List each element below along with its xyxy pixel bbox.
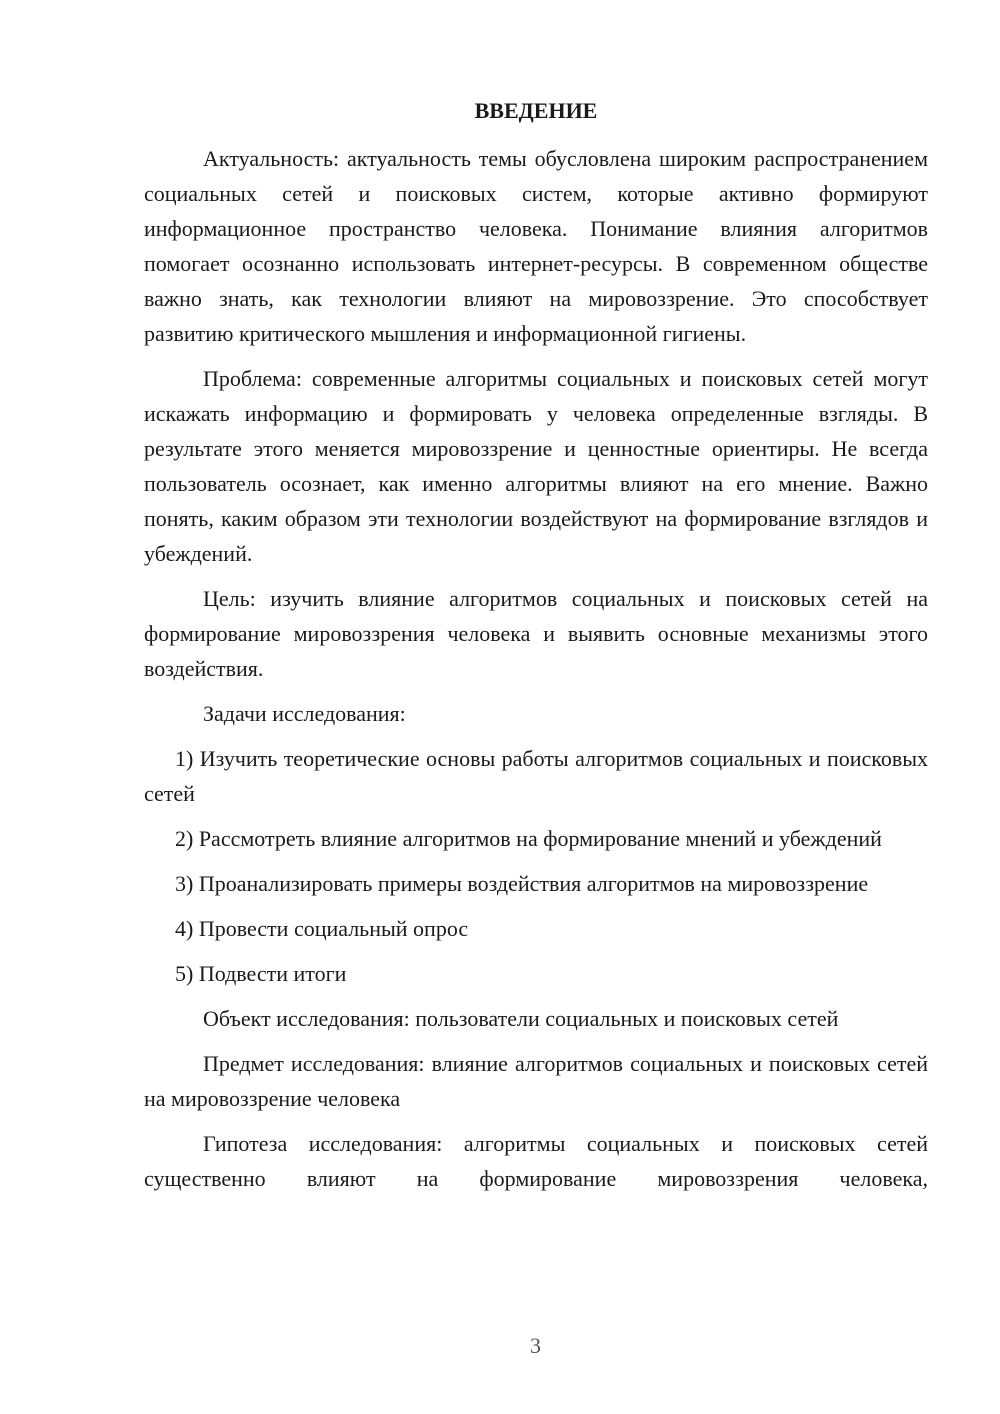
tasks-heading: Задачи исследования: bbox=[203, 701, 406, 726]
object-paragraph: Объект исследования: пользователи социальных и поисковых сетей bbox=[203, 1006, 839, 1031]
task-item-5: 5) Подвести итоги bbox=[175, 961, 347, 986]
task-item-3: 3) Проанализировать примеры воздействия алгоритмов на мировоззрение bbox=[175, 871, 869, 896]
problem-paragraph: Проблема: современные алгоритмы социальных и поисковых сетей могут искажать информацию и формировать у человека определенные взгляды. В результате этого меняется мировоззрение и ценностные ориентиры. Не всегда пользователь осознает, как именно алгоритмы влияют на его мнение. Важно понять, каким образом эти технологии воздействуют на формирование взглядов и убеждений. bbox=[144, 366, 928, 566]
section-title: ВВЕДЕНИЕ bbox=[474, 98, 598, 123]
task-item-2: 2) Рассмотреть влияние алгоритмов на формирование мнений и убеждений bbox=[175, 826, 882, 851]
task-item-1: 1) Изучить теоретические основы работы алгоритмов социальных и поисковых сетей bbox=[144, 746, 928, 806]
task-item-4: 4) Провести социальный опрос bbox=[175, 916, 469, 941]
page-number: 3 bbox=[530, 1333, 541, 1358]
document-page bbox=[144, 93, 928, 1206]
subject-paragraph: Предмет исследования: влияние алгоритмов социальных и поисковых сетей на мировоззрение человека bbox=[144, 1051, 928, 1111]
hypothesis-paragraph: Гипотеза исследования: алгоритмы социальных и поисковых сетей существенно влияют на формирование мировоззрения человека, bbox=[144, 1131, 928, 1191]
goal-paragraph: Цель: изучить влияние алгоритмов социальных и поисковых сетей на формирование мировоззрения человека и выявить основные механизмы этого воздействия. bbox=[144, 586, 928, 681]
relevance-paragraph: Актуальность: актуальность темы обусловлена широким распространением социальных сетей и поисковых систем, которые активно формируют информационное пространство человека. Понимание влияния алгоритмов помогает осознанно использовать интернет-ресурсы. В современном обществе важно знать, как технологии влияют на мировоззрение. Это способствует развитию критического мышления и информационной гигиены. bbox=[144, 146, 928, 346]
